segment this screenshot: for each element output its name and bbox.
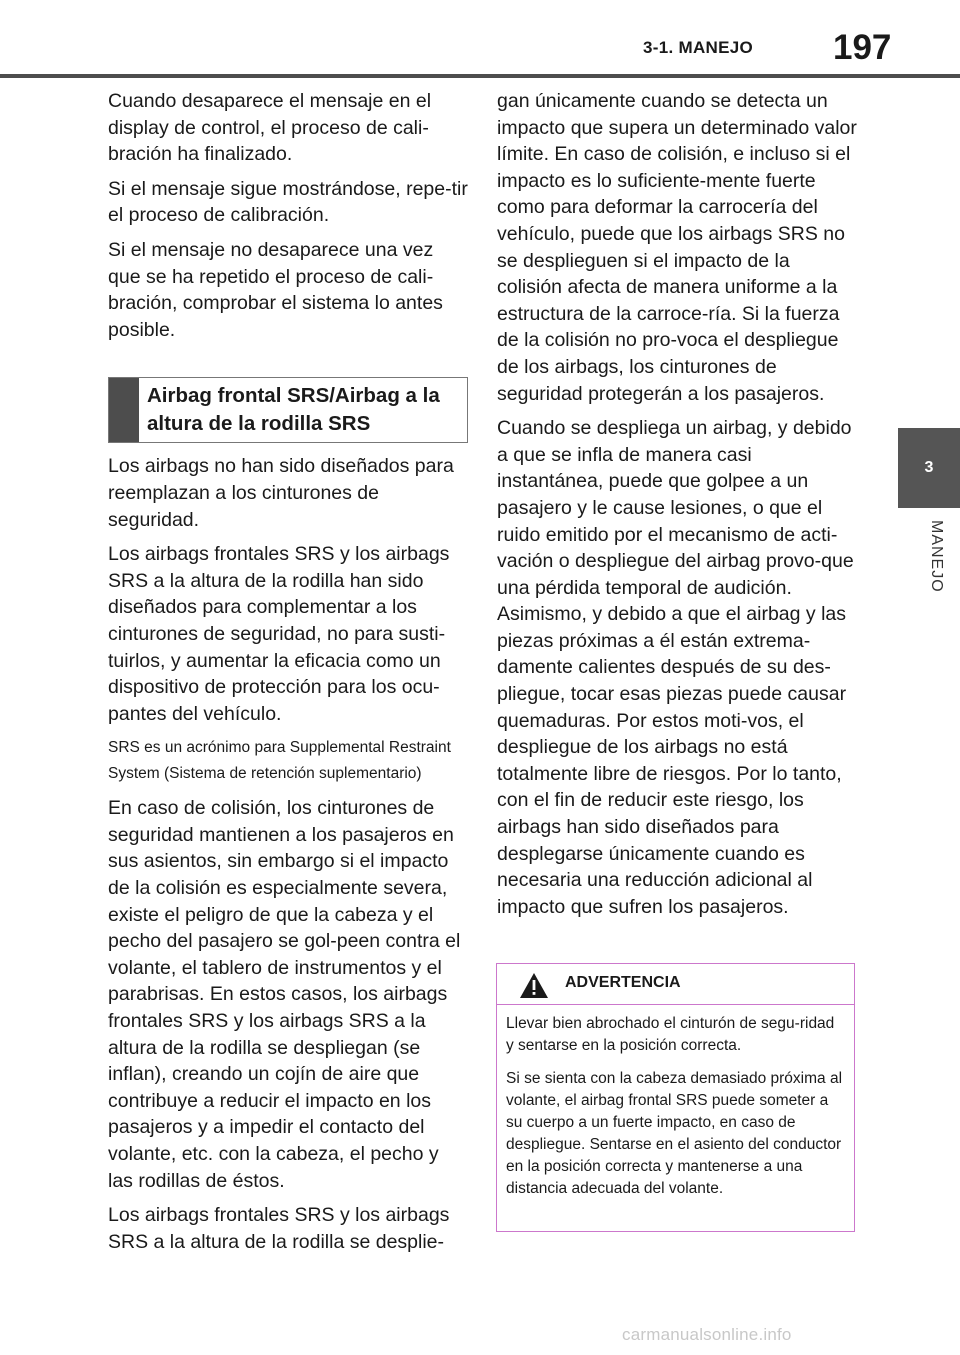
body-paragraph: Los airbags frontales SRS y los airbags SRS a la altura de la rodilla se desplie- <box>108 1204 450 1253</box>
warning-paragraph: Si se sienta con la cabeza demasiado próxima al volante, el airbag frontal SRS puede someter a su cuerpo a un fuerte impacto, en caso de despliegue. Sentarse en el asiento del conductor en la posición correcta y mantenerse a una distancia adecuada del volante. <box>506 1070 843 1197</box>
body-paragraph: gan únicamente cuando se detecta un impacto que supera un determinado valor límite. En caso de colisión, e incluso si el impacto es lo suficiente-mente fuerte como para deformar la carrocería del vehículo, puede que los airbags SRS no se desplieguen si el impacto de la colisión afecta de manera uniforme a la estructura de la carroce-ría. Si la fuerza de la colisión no pro-voca el despliegue de los airbags, los cinturones de seguridad protegerán a los pasajeros. <box>497 90 857 405</box>
acronym-note: SRS es un acrónimo para Supplemental Restraint System (Sistema de retención suplementario) <box>108 739 451 783</box>
body-paragraph: En caso de colisión, los cinturones de seguridad mantienen a los pasajeros en sus asientos, sin embargo si el impacto de la colisión es especialmente severa, existe el peligro de que la cabeza y el pecho del pasajero se gol-peen contra el volante, el tablero de instrumentos y el parabrisas. En estos casos, los airbags frontales SRS y los airbags SRS a la altura de la rodilla se despliegan (se inflan), creando un cojín de aire que contribuye a reducir el impacto en los pasajeros y a impedir el contacto del volante, etc. con la cabeza, el pecho y las rodillas de éstos. <box>108 797 461 1192</box>
section-heading-text: Airbag frontal SRS/Airbag a la altura de la rodilla SRS <box>147 384 440 436</box>
body-paragraph: Los airbags no han sido diseñados para reemplazan a los cinturones de seguridad. <box>108 455 454 531</box>
left-column <box>108 88 468 1263</box>
right-column <box>497 88 857 928</box>
warning-header <box>497 964 854 1005</box>
warning-box <box>496 963 855 1232</box>
intro-paragraph: Si el mensaje no desaparece una vez que se ha repetido el proceso de cali-bración, comprobar el sistema lo antes posible. <box>108 238 443 341</box>
body-paragraph: Cuando se despliega un airbag, y debido a que se infla de manera casi instantánea, puede que golpee a un pasajero y le cause lesiones, o que el ruido emitido por el mecanismo de acti-vación o despliegue del airbag provo-que una pérdida temporal de audición. Asimismo, y debido a que el airbag y las piezas próximas a él están extrema-damente calientes después de su des-pliegue, tocar esas piezas puede causar quemaduras. Por estos moti-vos, el despliegue de los airbags no está totalmente libre de riesgos. Por lo tanto, con el fin de reducir este riesgo, los airbags han sido diseñados para desplegarse únicamente cuando es necesaria una reducción adicional al impacto que sufren los pasajeros. <box>497 417 854 918</box>
intro-paragraph: Si el mensaje sigue mostrándose, repe-tir el proceso de calibración. <box>108 177 468 227</box>
page-number: 197 <box>833 28 892 67</box>
intro-paragraph: Cuando desaparece el mensaje en el display de control, el proceso de cali-bración ha finalizado. <box>108 90 432 166</box>
section-label: 3-1. MANEJO <box>643 38 754 57</box>
chapter-tab: 3 <box>898 428 960 508</box>
warning-title: ADVERTENCIA <box>565 974 681 991</box>
warning-triangle-icon <box>519 972 549 999</box>
watermark: carmanualsonline.info <box>622 1325 792 1344</box>
warning-body <box>497 1005 854 1200</box>
header-rule <box>0 74 960 78</box>
section-heading <box>108 377 468 443</box>
chapter-label: MANEJO <box>928 520 945 593</box>
heading-bar <box>109 378 139 442</box>
body-paragraph: Los airbags frontales SRS y los airbags SRS a la altura de la rodilla han sido diseñados para complementar a los cinturones de seguridad, no para susti-tuirlos, y aumentar la eficacia como un dispositivo de protección para los ocu-pantes del vehículo. <box>108 543 450 725</box>
warning-paragraph: Llevar bien abrochado el cinturón de segu-ridad y sentarse en la posición correcta. <box>506 1015 835 1054</box>
